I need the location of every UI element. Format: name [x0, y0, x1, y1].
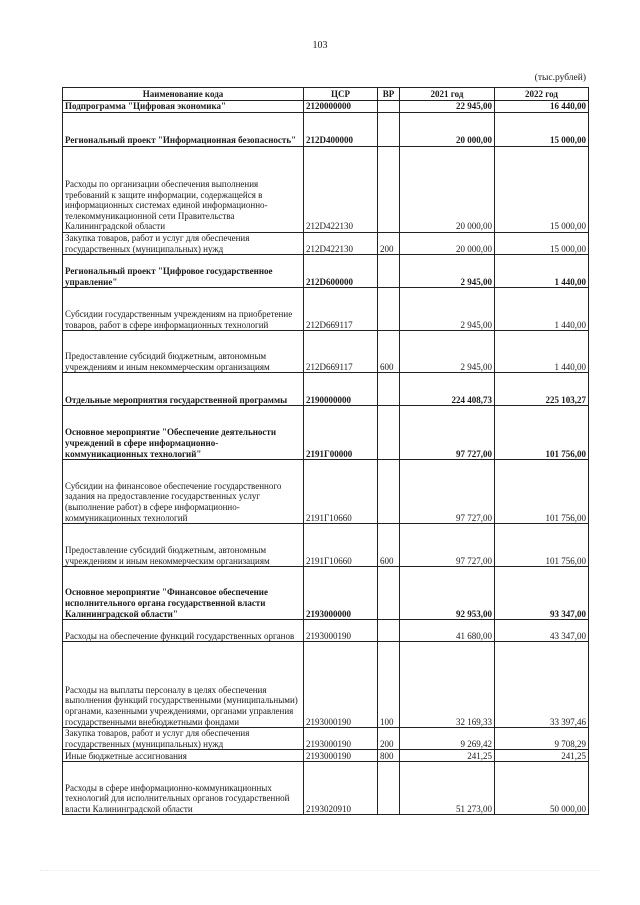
- row-vr-cell: 200: [378, 233, 400, 255]
- row-name-cell: Субсидии на финансовое обеспечение государственного задания на предоставление государственных услуг (выполнение работ) в сфере информационно-коммуникационных технологий: [63, 460, 304, 524]
- table-row: [63, 750, 589, 762]
- row-2022-value: 225 103,27: [495, 373, 589, 406]
- row-name-cell: Подпрограмма "Цифровая экономика": [63, 101, 304, 113]
- row-2021-value: 22 945,00: [400, 101, 495, 113]
- row-csr-cell: 212D600000: [304, 255, 378, 288]
- row-2022-value: 101 756,00: [495, 524, 589, 567]
- row-2022-value: 1 440,00: [495, 255, 589, 288]
- row-2022-value: 9 708,29: [495, 728, 589, 750]
- row-name-cell: Иные бюджетные ассигнования: [63, 750, 304, 762]
- header-year-2022: 2022 год: [495, 88, 589, 101]
- row-vr-cell: [378, 620, 400, 642]
- table-row: [63, 113, 589, 147]
- row-vr-cell: [378, 255, 400, 288]
- row-name-cell: Расходы на обеспечение функций государственных органов: [63, 620, 304, 642]
- row-2022-value: 101 756,00: [495, 406, 589, 460]
- row-2022-value: 15 000,00: [495, 233, 589, 255]
- row-2022-value: 50 000,00: [495, 762, 589, 815]
- row-vr-cell: [378, 113, 400, 147]
- row-csr-cell: 2191Г10660: [304, 524, 378, 567]
- row-vr-cell: [378, 762, 400, 815]
- page-number: 103: [312, 40, 328, 51]
- row-2021-value: 2 945,00: [400, 331, 495, 373]
- table-row: [63, 460, 589, 524]
- row-name-cell: Расходы в сфере информационно-коммуникационных технологий для исполнительных органов государственной власти Калининградской области: [63, 762, 304, 815]
- header-year-2021: 2021 год: [400, 88, 495, 101]
- row-csr-cell: 2190000000: [304, 373, 378, 406]
- table-row: [63, 406, 589, 460]
- row-2021-value: 32 169,33: [400, 642, 495, 728]
- row-2021-value: 9 269,42: [400, 728, 495, 750]
- table-row: [63, 101, 589, 113]
- row-name-cell: Закупка товаров, работ и услуг для обеспечения государственных (муниципальных) нужд: [63, 233, 304, 255]
- row-csr-cell: 2193000190: [304, 750, 378, 762]
- table-row: [63, 762, 589, 815]
- table-row: [63, 233, 589, 255]
- row-csr-cell: 212D400000: [304, 113, 378, 147]
- row-2022-value: 241,25: [495, 750, 589, 762]
- row-2021-value: 92 953,00: [400, 567, 495, 620]
- row-name-cell: Расходы на выплаты персоналу в целях обеспечения выполнения функций государственными (муниципальными) органами, казенными учреждениями, органами управления государственными внебюджетными фондами: [63, 642, 304, 728]
- row-csr-cell: 2193000000: [304, 567, 378, 620]
- row-vr-cell: [378, 147, 400, 233]
- row-2021-value: 97 727,00: [400, 406, 495, 460]
- row-2021-value: 97 727,00: [400, 460, 495, 524]
- row-2022-value: 33 397,46: [495, 642, 589, 728]
- table-row: [63, 728, 589, 750]
- row-vr-cell: [378, 406, 400, 460]
- row-vr-cell: [378, 567, 400, 620]
- row-name-cell: Отдельные мероприятия государственной программы: [63, 373, 304, 406]
- header-csr: ЦСР: [304, 88, 378, 101]
- row-2021-value: 41 680,00: [400, 620, 495, 642]
- table-row: [63, 373, 589, 406]
- row-2021-value: 2 945,00: [400, 255, 495, 288]
- row-name-cell: Региональный проект "Цифровое государственное управление": [63, 255, 304, 288]
- row-csr-cell: 2193000190: [304, 620, 378, 642]
- row-2021-value: 97 727,00: [400, 524, 495, 567]
- row-csr-cell: 2193000190: [304, 642, 378, 728]
- row-2022-value: 15 000,00: [495, 147, 589, 233]
- budget-table: [62, 87, 589, 815]
- table-row: [63, 524, 589, 567]
- row-vr-cell: [378, 101, 400, 113]
- row-csr-cell: 2193000190: [304, 728, 378, 750]
- row-2022-value: 93 347,00: [495, 567, 589, 620]
- row-csr-cell: 2191Г10660: [304, 460, 378, 524]
- row-vr-cell: [378, 288, 400, 331]
- row-2022-value: 16 440,00: [495, 101, 589, 113]
- row-vr-cell: [378, 373, 400, 406]
- table-row: [63, 567, 589, 620]
- table-header-row: [63, 88, 589, 101]
- row-2021-value: 2 945,00: [400, 288, 495, 331]
- row-name-cell: Предоставление субсидий бюджетным, автономным учреждениям и иным некоммерческим организациям: [63, 524, 304, 567]
- row-2021-value: 51 273,00: [400, 762, 495, 815]
- row-2021-value: 20 000,00: [400, 147, 495, 233]
- row-2021-value: 224 408,73: [400, 373, 495, 406]
- table-row: [63, 147, 589, 233]
- row-csr-cell: 212D422130: [304, 147, 378, 233]
- row-2021-value: 20 000,00: [400, 233, 495, 255]
- row-2022-value: 43 347,00: [495, 620, 589, 642]
- row-vr-cell: 800: [378, 750, 400, 762]
- row-2022-value: 15 000,00: [495, 113, 589, 147]
- units-label: (тыс.рублей): [534, 73, 586, 83]
- row-name-cell: Региональный проект "Информационная безопасность": [63, 113, 304, 147]
- row-2022-value: 101 756,00: [495, 460, 589, 524]
- row-name-cell: Расходы по организации обеспечения выполнения требований к защите информации, содержащейся в информационных системах единой информационно-телекоммуникационной сети Правительства Калининградской области: [63, 147, 304, 233]
- table-row: [63, 288, 589, 331]
- row-vr-cell: 100: [378, 642, 400, 728]
- table-row: [63, 255, 589, 288]
- row-2022-value: 1 440,00: [495, 331, 589, 373]
- header-vr: ВР: [378, 88, 400, 101]
- row-vr-cell: 600: [378, 331, 400, 373]
- row-2021-value: 20 000,00: [400, 113, 495, 147]
- table-row: [63, 642, 589, 728]
- row-name-cell: Закупка товаров, работ и услуг для обеспечения государственных (муниципальных) нужд: [63, 728, 304, 750]
- table-row: [63, 620, 589, 642]
- row-csr-cell: 212D422130: [304, 233, 378, 255]
- row-csr-cell: 212D669117: [304, 288, 378, 331]
- row-name-cell: Основное мероприятие "Финансовое обеспечение исполнительного органа государственной власти Калининградской области": [63, 567, 304, 620]
- header-name: Наименование кода: [63, 88, 304, 101]
- row-csr-cell: 2191Г00000: [304, 406, 378, 460]
- row-name-cell: Предоставление субсидий бюджетным, автономным учреждениям и иным некоммерческим организациям: [63, 331, 304, 373]
- row-csr-cell: 2120000000: [304, 101, 378, 113]
- row-2021-value: 241,25: [400, 750, 495, 762]
- row-vr-cell: 200: [378, 728, 400, 750]
- scan-noise: [40, 870, 600, 877]
- row-vr-cell: [378, 460, 400, 524]
- row-vr-cell: 600: [378, 524, 400, 567]
- row-2022-value: 1 440,00: [495, 288, 589, 331]
- row-csr-cell: 212D669117: [304, 331, 378, 373]
- table-body: [63, 101, 589, 815]
- row-csr-cell: 2193020910: [304, 762, 378, 815]
- row-name-cell: Субсидии государственным учреждениям на приобретение товаров, работ в сфере информационных технологий: [63, 288, 304, 331]
- table-row: [63, 331, 589, 373]
- row-name-cell: Основное мероприятие "Обеспечение деятельности учреждений в сфере информационно-коммуникационных технологий": [63, 406, 304, 460]
